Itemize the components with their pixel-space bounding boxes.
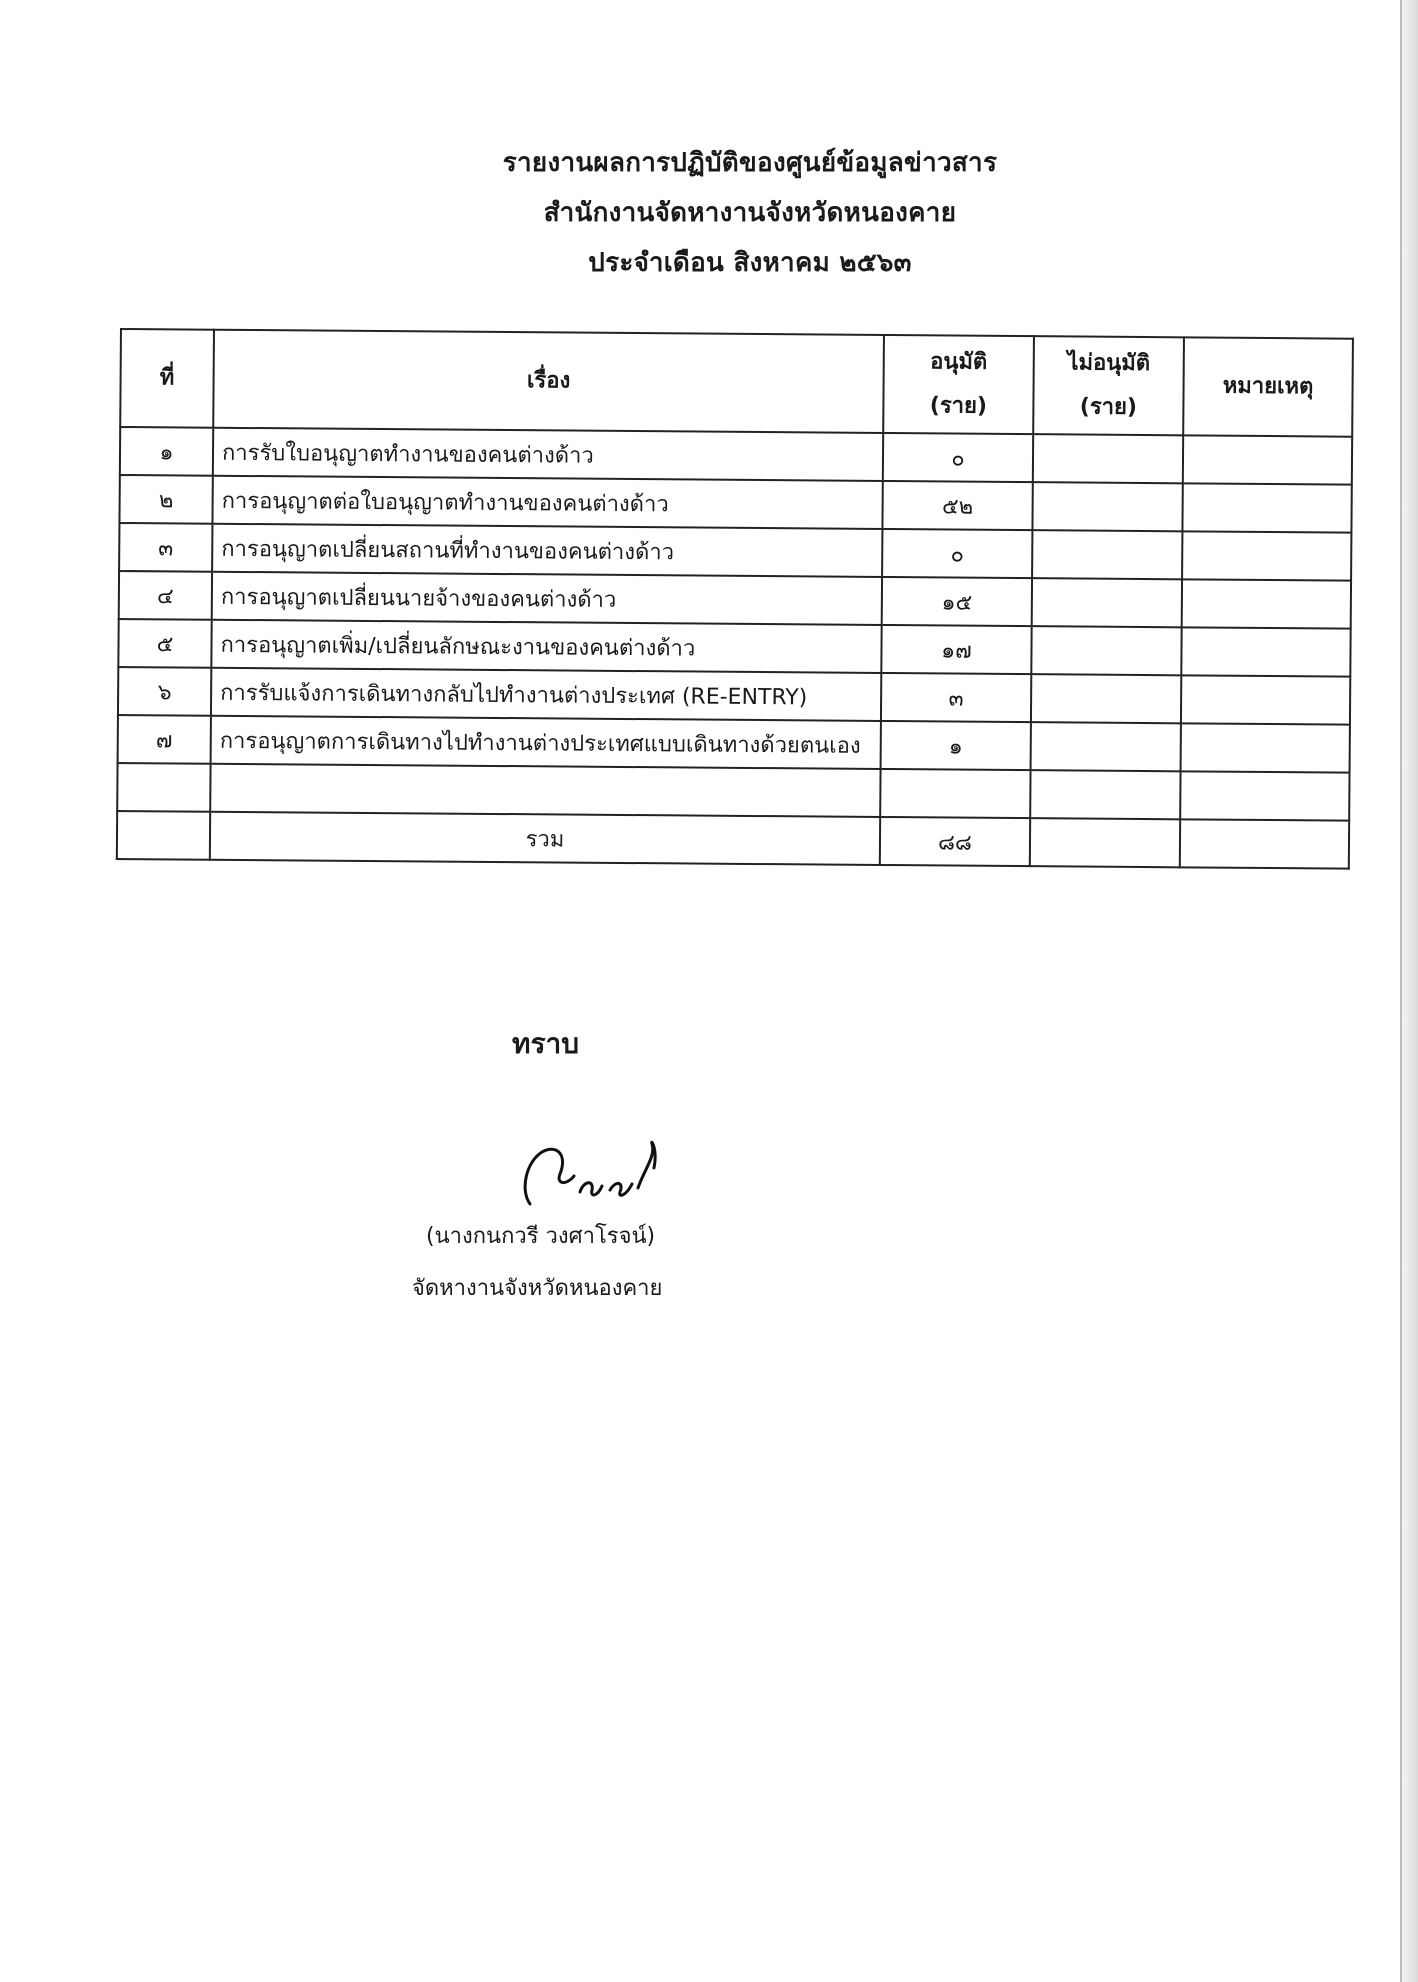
header-not-approved xyxy=(1033,336,1184,435)
total-approved: ๘๘ xyxy=(880,817,1030,866)
row-approved: ๓ xyxy=(881,673,1031,722)
row-subject xyxy=(210,764,880,817)
header-approved-label: อนุมัติ xyxy=(930,349,988,375)
row-not-approved xyxy=(1032,482,1182,531)
row-remarks xyxy=(1182,483,1351,532)
report-period: ประจำเดือน สิงหาคม ๒๕๖๓ xyxy=(588,248,912,278)
handwritten-signature xyxy=(508,1140,688,1210)
row-approved xyxy=(880,769,1030,818)
row-no xyxy=(117,763,210,812)
total-not-approved xyxy=(1030,818,1180,867)
row-remarks xyxy=(1181,627,1350,676)
row-subject: การอนุญาตเปลี่ยนสถานที่ทำงานของคนต่างด้าว xyxy=(212,524,882,577)
page-edge xyxy=(1402,0,1418,1982)
row-approved: ๑๗ xyxy=(881,625,1031,674)
header-no: ที่ xyxy=(120,329,214,428)
table-header-row xyxy=(120,329,1353,437)
total-no-cell xyxy=(117,811,210,860)
signer-name: (นางกนกวรี วงศาโรจน์) xyxy=(426,1224,656,1249)
row-not-approved xyxy=(1033,434,1183,483)
signer-title: จัดหางานจังหวัดหนองคาย xyxy=(412,1276,663,1301)
row-subject: การอนุญาตการเดินทางไปทำงานต่างประเทศแบบเดินทางด้วยตนเอง xyxy=(211,716,881,769)
office-name: สำนักงานจัดหางานจังหวัดหนองคาย xyxy=(543,198,957,228)
row-not-approved xyxy=(1031,626,1181,675)
row-remarks xyxy=(1180,771,1349,820)
row-no: ๔ xyxy=(119,571,212,620)
row-no: ๑ xyxy=(120,427,213,476)
row-not-approved xyxy=(1030,770,1180,819)
header-remarks: หมายเหตุ xyxy=(1183,337,1353,436)
header-approved-unit: (ราย) xyxy=(929,393,988,419)
row-remarks xyxy=(1182,531,1351,580)
row-no: ๗ xyxy=(118,715,211,764)
report-title: รายงานผลการปฏิบัติของศูนย์ข้อมูลข่าวสาร xyxy=(502,148,998,178)
header-subject: เรื่อง xyxy=(213,330,884,433)
row-approved: ๑ xyxy=(881,721,1031,770)
row-remarks xyxy=(1183,435,1352,484)
report-table xyxy=(116,328,1354,870)
row-subject: การอนุญาตต่อใบอนุญาตทำงานของคนต่างด้าว xyxy=(212,476,882,529)
header-approved xyxy=(883,335,1034,434)
document-header xyxy=(0,138,1418,288)
total-row xyxy=(117,811,1349,869)
row-not-approved xyxy=(1031,722,1181,771)
row-approved: ๐ xyxy=(883,433,1033,482)
row-subject: การอนุญาตเปลี่ยนนายจ้างของคนต่างด้าว xyxy=(212,572,882,625)
row-no: ๒ xyxy=(119,475,212,524)
row-not-approved xyxy=(1031,674,1181,723)
header-not-approved-label: ไม่อนุมัติ xyxy=(1067,350,1151,377)
row-no: ๓ xyxy=(119,523,212,572)
total-remarks xyxy=(1180,819,1349,868)
row-approved: ๑๕ xyxy=(882,577,1032,626)
header-not-approved-unit: (ราย) xyxy=(1079,394,1138,420)
row-not-approved xyxy=(1032,530,1182,579)
row-remarks xyxy=(1181,675,1350,724)
row-approved: ๐ xyxy=(882,529,1032,578)
row-not-approved xyxy=(1032,578,1182,627)
row-approved: ๕๒ xyxy=(882,481,1032,530)
row-subject: การรับใบอนุญาตทำงานของคนต่างด้าว xyxy=(213,428,883,481)
acknowledge-note: ทราบ xyxy=(512,1027,579,1060)
total-label: รวม xyxy=(210,812,880,865)
row-no: ๖ xyxy=(118,667,211,716)
row-no: ๕ xyxy=(118,619,211,668)
row-remarks xyxy=(1181,723,1350,772)
row-remarks xyxy=(1182,579,1351,628)
row-subject: การอนุญาตเพิ่ม/เปลี่ยนลักษณะงานของคนต่างด้าว xyxy=(211,620,881,673)
row-subject: การรับแจ้งการเดินทางกลับไปทำงานต่างประเทศ (RE-ENTRY) xyxy=(211,668,881,721)
